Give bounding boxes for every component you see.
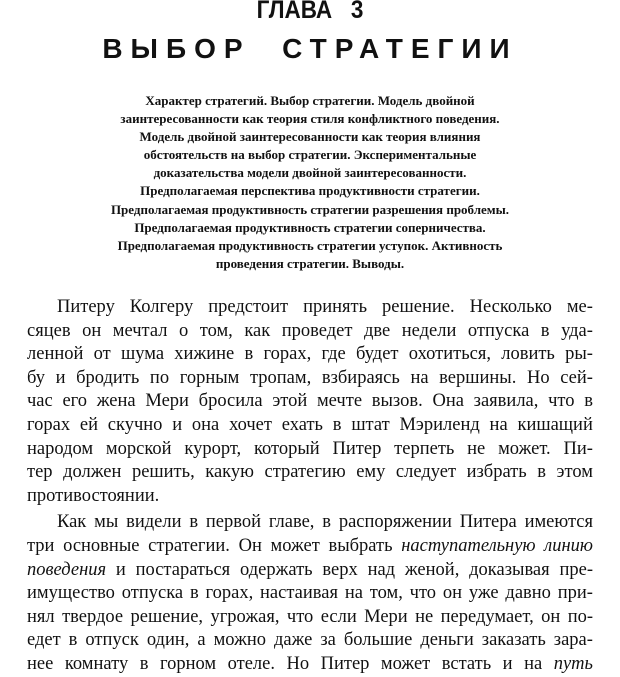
word: бросила	[198, 391, 263, 412]
italic-word: путь	[553, 653, 593, 674]
word: Питера	[459, 512, 517, 533]
word: ловить	[501, 344, 555, 365]
word: женой,	[404, 559, 460, 580]
word: отеле.	[227, 653, 275, 674]
word: горном	[159, 653, 217, 674]
text-line	[27, 438, 593, 462]
paragraph	[27, 296, 593, 508]
word: народом	[27, 438, 94, 459]
word: Она	[432, 391, 464, 412]
word: встать	[441, 653, 492, 674]
word: распоряжении	[338, 512, 452, 533]
word: морской	[105, 438, 172, 459]
word: мечтал	[112, 320, 168, 341]
italic-word: поведения	[27, 559, 107, 580]
word: горах,	[205, 583, 254, 604]
word: Как	[57, 512, 87, 533]
word: и	[55, 367, 66, 388]
word: Но	[526, 367, 550, 388]
word: ей	[79, 414, 98, 435]
summary-line: Предполагаемая перспектива продуктивности стратегии.	[140, 183, 480, 199]
word: нее	[27, 653, 54, 674]
word: большие	[343, 630, 413, 651]
word: он	[442, 583, 463, 604]
word: не	[415, 606, 434, 627]
word: уже	[468, 583, 499, 604]
word: терпеть	[394, 438, 455, 459]
word: будет	[356, 344, 399, 365]
summary-line: проведения стратегии. Выводы.	[215, 255, 405, 271]
word: может.	[498, 438, 551, 459]
word: по	[149, 367, 170, 388]
word: отпуск	[85, 630, 139, 651]
word: в	[244, 344, 254, 365]
word: на	[344, 583, 363, 604]
word: ему	[356, 462, 386, 483]
word: следует	[395, 462, 457, 483]
word: один,	[146, 630, 190, 651]
word: по-	[567, 606, 593, 627]
word: ленной	[27, 344, 84, 365]
word: постараться	[135, 559, 231, 580]
word: твердое	[62, 606, 124, 627]
word: в	[189, 583, 199, 604]
text-line	[27, 461, 593, 485]
word: деньги	[420, 630, 474, 651]
word: том,	[369, 583, 403, 604]
word: не	[467, 438, 486, 459]
chapter-number: ГЛАВА 3	[256, 0, 364, 24]
word: жена	[96, 391, 136, 412]
word: хижине	[174, 344, 235, 365]
word: проведет	[281, 320, 353, 341]
text-line	[27, 485, 593, 509]
word: в	[189, 512, 199, 533]
word: этом	[556, 462, 593, 483]
word: Мэриленд	[399, 414, 480, 435]
word: и	[502, 653, 513, 674]
word: Питер	[332, 438, 382, 459]
body-text	[27, 296, 593, 677]
word: кишащий	[517, 414, 593, 435]
word: имеются	[524, 512, 593, 533]
word: противостоянии.	[27, 485, 160, 506]
word: главе,	[268, 512, 315, 533]
word: охотиться,	[408, 344, 491, 365]
word: пре-	[559, 559, 593, 580]
word: на	[489, 414, 508, 435]
word: а	[197, 630, 206, 651]
word: который	[253, 438, 320, 459]
word: при-	[557, 583, 593, 604]
word: в	[322, 512, 331, 533]
word: над	[367, 559, 396, 580]
word: сей-	[560, 367, 593, 388]
word: выбрать	[328, 535, 393, 556]
word: сяцев	[27, 320, 71, 341]
word: мечте	[316, 391, 363, 412]
word: его	[62, 391, 88, 412]
word: имущество	[27, 583, 115, 604]
word: ме-	[566, 297, 593, 317]
text-line	[27, 343, 593, 367]
word: передумает,	[440, 606, 534, 627]
word: в	[584, 391, 593, 412]
summary-line: Предполагаемая продуктивность стратегии разрешения проблемы.	[110, 201, 510, 217]
summary-line: Предполагаемая продуктивность стратегии уступок. Активность	[117, 237, 503, 253]
word: штат	[351, 414, 390, 435]
word: тропам,	[249, 367, 312, 388]
word: этой	[272, 391, 308, 412]
word: о	[178, 320, 189, 341]
text-line	[27, 653, 593, 677]
text-line	[27, 535, 593, 559]
word: что	[409, 583, 437, 604]
word: Колгеру	[129, 297, 194, 317]
word: недели	[401, 320, 457, 341]
word: что	[548, 391, 575, 412]
word: отпуска	[121, 583, 184, 604]
word: шума	[121, 344, 165, 365]
summary-line: Модель двойной заинтересованности как теория влияния	[139, 129, 481, 145]
word: видели	[126, 512, 182, 533]
word: вершины.	[439, 367, 517, 388]
word: можно	[213, 630, 267, 651]
word: курорт,	[184, 438, 242, 459]
text-line	[27, 367, 593, 391]
word: может	[380, 653, 431, 674]
word: горах	[27, 414, 71, 435]
word: горах,	[263, 344, 312, 365]
word: Он	[238, 535, 262, 556]
word: Питеру	[57, 297, 115, 317]
word: две	[363, 320, 391, 341]
word: он	[541, 606, 561, 627]
word: предстоит	[208, 297, 289, 317]
word: доказывая	[469, 559, 550, 580]
word: даже	[274, 630, 313, 651]
word: решить,	[131, 462, 195, 483]
word: заявила,	[473, 391, 539, 412]
word: ехать	[281, 414, 323, 435]
word: первой	[205, 512, 262, 533]
text-line	[27, 559, 593, 583]
word: Пи-	[563, 438, 593, 459]
word: стратегию	[264, 462, 346, 483]
text-line	[27, 606, 593, 630]
italic-word: линию	[544, 535, 593, 556]
word: решение,	[130, 606, 204, 627]
text-line	[27, 320, 593, 344]
word: избрать	[466, 462, 527, 483]
word: может	[270, 535, 320, 556]
text-line	[27, 414, 593, 438]
word: вызов.	[371, 391, 423, 412]
summary-line: заинтересованности как теория стиля конфликтного поведения.	[120, 111, 500, 127]
word: в	[537, 462, 546, 483]
word: давно	[505, 583, 551, 604]
word: и	[115, 559, 126, 580]
word: комнату	[64, 653, 129, 674]
word: где	[321, 344, 346, 365]
text-line	[27, 296, 593, 320]
word: что	[286, 606, 314, 627]
italic-word: наступательную	[401, 535, 536, 556]
word: на	[410, 367, 429, 388]
word: уда-	[561, 320, 593, 341]
word: Мери	[364, 606, 408, 627]
paragraph	[27, 511, 593, 676]
word: от	[93, 344, 111, 365]
summary-line: обстоятельств на выбор стратегии. Экспериментальные	[143, 147, 477, 163]
word: и	[172, 414, 183, 435]
word: в	[540, 320, 550, 341]
word: взбираясь	[321, 367, 400, 388]
word: три	[27, 535, 55, 556]
word: угрожая,	[210, 606, 280, 627]
word: настаивая	[260, 583, 338, 604]
word: том,	[199, 320, 233, 341]
word: она	[191, 414, 220, 435]
word: бу	[27, 367, 45, 388]
word: скучно	[107, 414, 163, 435]
word: тер	[27, 462, 53, 483]
word: отпуска	[467, 320, 530, 341]
word: основные	[63, 535, 140, 556]
word: мы	[94, 512, 119, 533]
word: стратегии.	[148, 535, 230, 556]
word: он	[82, 320, 102, 341]
text-line	[27, 390, 593, 414]
word: нял	[27, 606, 55, 627]
word: Несколько	[469, 297, 552, 317]
word: должен	[63, 462, 122, 483]
summary-line: Предполагаемая продуктивность стратегии соперничества.	[134, 219, 486, 235]
chapter-summary	[30, 92, 590, 273]
word: горным	[179, 367, 240, 388]
word: Мери	[145, 391, 189, 412]
text-line	[27, 511, 593, 535]
word: Но	[286, 653, 310, 674]
word: ры-	[565, 344, 593, 365]
summary-line: доказательства модели двойной заинтересованности.	[153, 165, 467, 181]
word: зара-	[553, 630, 593, 651]
word: какую	[205, 462, 254, 483]
text-line	[27, 582, 593, 606]
word: на	[524, 653, 543, 674]
word: час	[27, 391, 53, 412]
word: принять	[303, 297, 368, 317]
word: если	[320, 606, 357, 627]
word: за	[320, 630, 336, 651]
word: верх	[322, 559, 358, 580]
word: в	[68, 630, 78, 651]
word: решение.	[382, 297, 455, 317]
word: бродить	[76, 367, 140, 388]
word: как	[244, 320, 271, 341]
text-line	[27, 629, 593, 653]
word: хочет	[229, 414, 272, 435]
word: едет	[27, 630, 61, 651]
chapter-title: ВЫБОР СТРАТЕГИИ	[102, 33, 518, 64]
summary-line: Характер стратегий. Выбор стратегии. Модель двойной	[145, 93, 475, 108]
word: в	[139, 653, 149, 674]
word: Питер	[320, 653, 370, 674]
word: одержать	[239, 559, 313, 580]
word: заказать	[481, 630, 546, 651]
word: в	[332, 414, 342, 435]
